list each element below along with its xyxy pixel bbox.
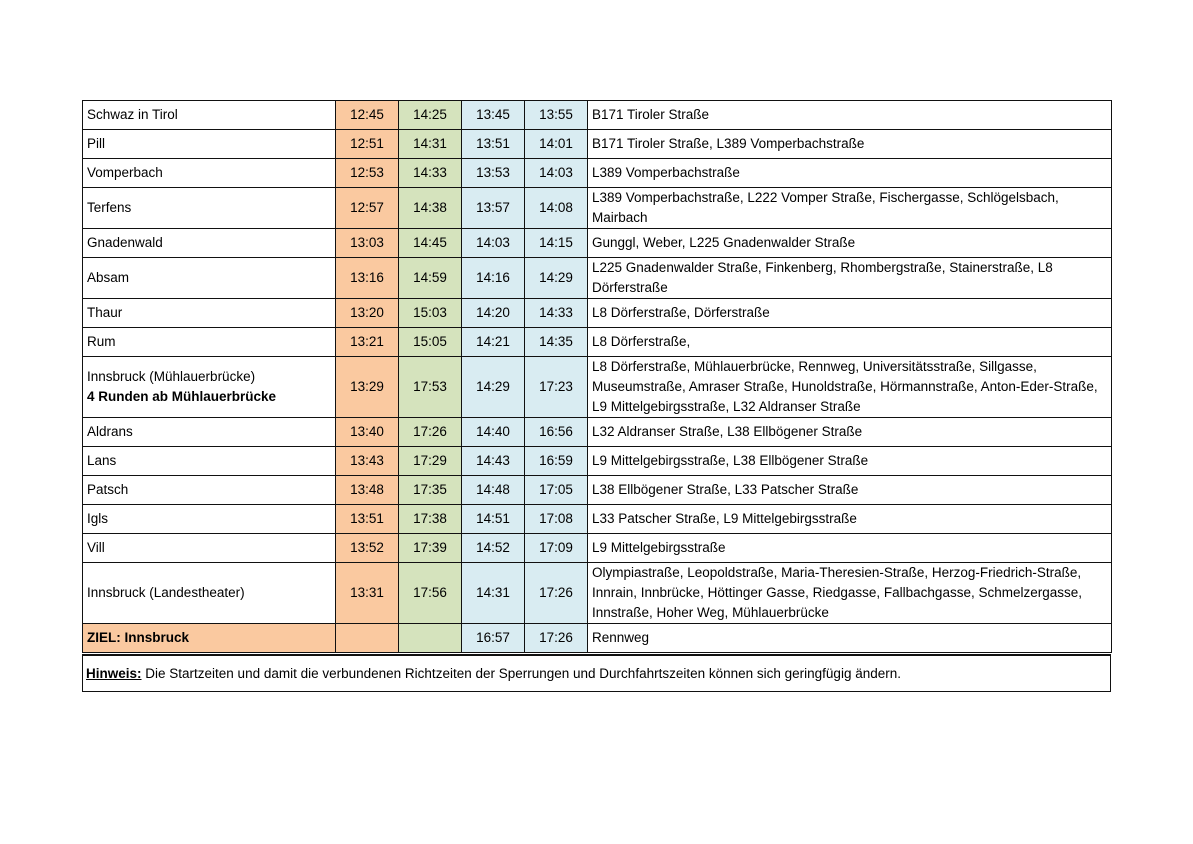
route-cell: L8 Dörferstraße, [588, 328, 1112, 357]
time-cell-4: 14:01 [525, 130, 588, 159]
time-cell-1: 12:45 [336, 101, 399, 130]
time-cell-2: 15:05 [399, 328, 462, 357]
time-cell-2: 17:53 [399, 357, 462, 418]
place-name: Innsbruck (Landestheater) [87, 585, 245, 600]
place-name: Absam [87, 270, 130, 285]
time-cell-4: 14:15 [525, 229, 588, 258]
route-cell: L8 Dörferstraße, Dörferstraße [588, 299, 1112, 328]
route-cell: L389 Vomperbachstraße [588, 159, 1112, 188]
table-row [83, 159, 1112, 188]
time-cell-2 [399, 624, 462, 653]
time-cell-1: 12:51 [336, 130, 399, 159]
time-cell-1: 13:29 [336, 357, 399, 418]
place-cell [83, 505, 336, 534]
place-cell [83, 258, 336, 299]
place-cell [83, 418, 336, 447]
place-cell [83, 101, 336, 130]
time-cell-1: 13:20 [336, 299, 399, 328]
time-cell-4: 17:23 [525, 357, 588, 418]
time-cell-4: 16:59 [525, 447, 588, 476]
place-name: Thaur [87, 305, 123, 320]
place-name: Terfens [87, 200, 132, 215]
place-cell [83, 188, 336, 229]
time-cell-3: 14:21 [462, 328, 525, 357]
place-name: Gnadenwald [87, 235, 163, 250]
time-cell-4: 16:56 [525, 418, 588, 447]
table-row [83, 418, 1112, 447]
schedule-table [82, 100, 1112, 653]
place-name: ZIEL: Innsbruck [87, 630, 190, 645]
time-cell-3: 13:53 [462, 159, 525, 188]
goal-row [83, 624, 1112, 653]
time-cell-4: 14:03 [525, 159, 588, 188]
place-name: Igls [87, 511, 109, 526]
schedule-body [83, 101, 1112, 653]
time-cell-2: 17:56 [399, 563, 462, 624]
time-cell-1: 13:43 [336, 447, 399, 476]
table-row [83, 188, 1112, 229]
time-cell-2: 17:29 [399, 447, 462, 476]
time-cell-2: 14:45 [399, 229, 462, 258]
time-cell-1: 13:48 [336, 476, 399, 505]
time-cell-3: 14:51 [462, 505, 525, 534]
time-cell-3: 14:40 [462, 418, 525, 447]
place-cell [83, 328, 336, 357]
time-cell-1 [336, 624, 399, 653]
time-cell-4: 14:29 [525, 258, 588, 299]
route-cell: L32 Aldranser Straße, L38 Ellbögener Straße [588, 418, 1112, 447]
route-cell: L33 Patscher Straße, L9 Mittelgebirgsstraße [588, 505, 1112, 534]
table-row [83, 130, 1112, 159]
time-cell-2: 14:59 [399, 258, 462, 299]
place-name: Lans [87, 453, 117, 468]
route-cell: L9 Mittelgebirgsstraße [588, 534, 1112, 563]
place-name: Pill [87, 136, 106, 151]
route-cell: L225 Gnadenwalder Straße, Finkenberg, Rhombergstraße, Stainerstraße, L8 Dörferstraße [588, 258, 1112, 299]
place-cell [83, 447, 336, 476]
time-cell-2: 14:33 [399, 159, 462, 188]
route-cell: Olympiastraße, Leopoldstraße, Maria-Theresien-Straße, Herzog-Friedrich-Straße, Innrain, Innbrücke, Höttinger Gasse, Riedgasse, Fallbachgasse, Schmelzergasse, Innstraße, Hoher Weg, Mühlauerbrücke [588, 563, 1112, 624]
route-cell: B171 Tiroler Straße, L389 Vomperbachstraße [588, 130, 1112, 159]
route-cell: B171 Tiroler Straße [588, 101, 1112, 130]
place-name: Patsch [87, 482, 129, 497]
table-row [83, 229, 1112, 258]
place-cell [83, 229, 336, 258]
time-cell-4: 14:08 [525, 188, 588, 229]
time-cell-4: 14:35 [525, 328, 588, 357]
place-name: Schwaz in Tirol [87, 107, 178, 122]
time-cell-1: 13:52 [336, 534, 399, 563]
time-cell-1: 12:53 [336, 159, 399, 188]
time-cell-4: 14:33 [525, 299, 588, 328]
place-cell [83, 563, 336, 624]
table-row [83, 476, 1112, 505]
route-cell: Gunggl, Weber, L225 Gnadenwalder Straße [588, 229, 1112, 258]
table-row [83, 101, 1112, 130]
time-cell-3: 14:20 [462, 299, 525, 328]
time-cell-2: 17:39 [399, 534, 462, 563]
time-cell-3: 14:03 [462, 229, 525, 258]
route-cell: Rennweg [588, 624, 1112, 653]
table-row [83, 258, 1112, 299]
table-row [83, 357, 1112, 418]
place-name: Vomperbach [87, 165, 163, 180]
time-cell-2: 14:31 [399, 130, 462, 159]
time-cell-3: 13:57 [462, 188, 525, 229]
table-row [83, 534, 1112, 563]
route-cell: L9 Mittelgebirgsstraße, L38 Ellbögener Straße [588, 447, 1112, 476]
time-cell-3: 16:57 [462, 624, 525, 653]
time-cell-2: 17:26 [399, 418, 462, 447]
time-cell-4: 13:55 [525, 101, 588, 130]
time-cell-4: 17:09 [525, 534, 588, 563]
time-cell-3: 14:43 [462, 447, 525, 476]
place-note: 4 Runden ab Mühlauerbrücke [87, 389, 277, 404]
place-cell [83, 130, 336, 159]
place-name: Innsbruck (Mühlauerbrücke) [87, 369, 256, 384]
place-cell [83, 534, 336, 563]
route-cell: L389 Vomperbachstraße, L222 Vomper Straße, Fischergasse, Schlögelsbach, Mairbach [588, 188, 1112, 229]
table-row [83, 505, 1112, 534]
table-row [83, 299, 1112, 328]
notice-label: Hinweis: [86, 666, 142, 681]
time-cell-2: 14:38 [399, 188, 462, 229]
time-cell-3: 14:48 [462, 476, 525, 505]
place-cell [83, 476, 336, 505]
route-cell: L8 Dörferstraße, Mühlauerbrücke, Rennweg, Universitätsstraße, Sillgasse, Museumstraße, Amraser Straße, Hunoldstraße, Hörmannstraße, Anton-Eder-Straße, L9 Mittelgebirgsstraße, L32 Aldranser Straße [588, 357, 1112, 418]
time-cell-2: 15:03 [399, 299, 462, 328]
place-name: Rum [87, 334, 116, 349]
time-cell-1: 13:51 [336, 505, 399, 534]
time-cell-3: 14:16 [462, 258, 525, 299]
time-cell-1: 13:31 [336, 563, 399, 624]
time-cell-1: 12:57 [336, 188, 399, 229]
time-cell-4: 17:26 [525, 563, 588, 624]
time-cell-3: 14:31 [462, 563, 525, 624]
notice-box [82, 654, 1111, 692]
time-cell-4: 17:05 [525, 476, 588, 505]
time-cell-3: 14:29 [462, 357, 525, 418]
place-cell [83, 624, 336, 653]
table-row [83, 447, 1112, 476]
place-name: Vill [87, 540, 105, 555]
table-row [83, 328, 1112, 357]
time-cell-3: 13:45 [462, 101, 525, 130]
notice-text: Die Startzeiten und damit die verbundenen Richtzeiten der Sperrungen und Durchfahrtszeiten können sich geringfügig ändern. [141, 666, 901, 681]
time-cell-2: 17:35 [399, 476, 462, 505]
time-cell-2: 17:38 [399, 505, 462, 534]
place-cell [83, 159, 336, 188]
time-cell-3: 14:52 [462, 534, 525, 563]
time-cell-1: 13:16 [336, 258, 399, 299]
place-cell [83, 357, 336, 418]
time-cell-4: 17:26 [525, 624, 588, 653]
time-cell-1: 13:40 [336, 418, 399, 447]
time-cell-3: 13:51 [462, 130, 525, 159]
table-row [83, 563, 1112, 624]
route-cell: L38 Ellbögener Straße, L33 Patscher Straße [588, 476, 1112, 505]
time-cell-2: 14:25 [399, 101, 462, 130]
time-cell-4: 17:08 [525, 505, 588, 534]
place-cell [83, 299, 336, 328]
time-cell-1: 13:03 [336, 229, 399, 258]
place-name: Aldrans [87, 424, 133, 439]
time-cell-1: 13:21 [336, 328, 399, 357]
